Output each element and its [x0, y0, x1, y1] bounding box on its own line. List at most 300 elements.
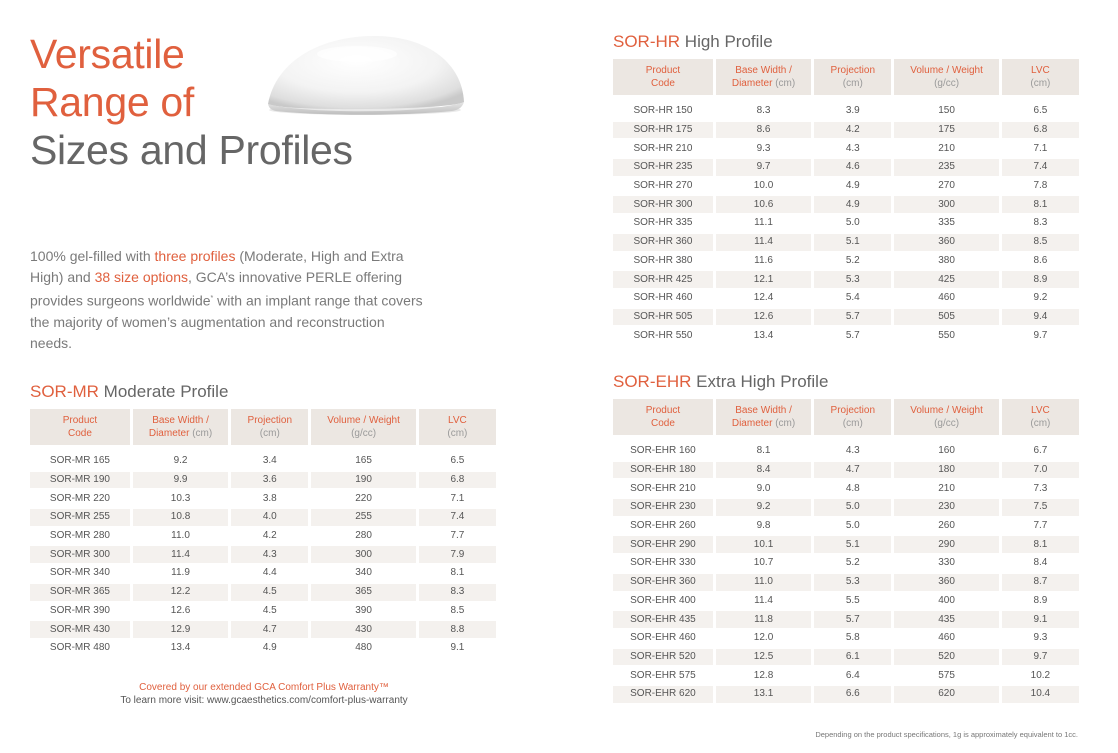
product-code-cell: SOR-EHR 520 [613, 649, 713, 666]
warranty-link-text: To learn more visit: www.gcaesthetics.com/comfort-plus-warranty [120, 695, 408, 706]
title-line-2: Range of [30, 79, 195, 125]
column-label: Projection [247, 415, 293, 426]
column-label: Volume / Weight [910, 405, 983, 416]
table-row [30, 528, 496, 545]
lvc-cell: 7.1 [419, 490, 496, 507]
projection-cell: 5.0 [814, 499, 891, 516]
product-code-cell: SOR-MR 365 [30, 584, 130, 601]
intro-highlight-profiles: three profiles [154, 248, 236, 264]
ehr-code: SOR-EHR [613, 372, 692, 391]
projection-cell: 6.1 [814, 649, 891, 666]
table-row [613, 234, 1079, 251]
projection-cell: 5.7 [814, 611, 891, 628]
projection-cell: 5.2 [814, 555, 891, 572]
unit-label: (g/cc) [934, 78, 960, 89]
projection-cell: 5.0 [814, 518, 891, 535]
lvc-cell: 7.7 [1002, 518, 1079, 535]
title-line-1: Versatile [30, 31, 185, 77]
intro-text: , GCA’s innovative PERLE offering provides surgeons worldwide [30, 269, 402, 309]
volume-cell: 165 [311, 453, 415, 470]
base-width-cell: 12.0 [716, 630, 811, 647]
product-code-cell: SOR-HR 270 [613, 178, 713, 195]
column-label: Projection [830, 405, 876, 416]
column-label: Diameter [731, 78, 773, 89]
base-width-cell: 9.2 [716, 499, 811, 516]
base-width-cell: 13.4 [133, 640, 228, 657]
spacer-row [30, 447, 496, 451]
projection-cell: 4.8 [814, 480, 891, 497]
base-width-cell: 12.9 [133, 621, 228, 638]
column-label: Diameter [731, 418, 773, 429]
column-label: LVC [448, 415, 467, 426]
table-row [613, 518, 1079, 535]
base-width-header [716, 399, 811, 435]
lvc-cell: 8.6 [1002, 253, 1079, 270]
table-row [613, 667, 1079, 684]
ehr-size-table [610, 397, 1082, 705]
table-row [30, 603, 496, 620]
ehr-profile-name: Extra High Profile [691, 372, 829, 391]
projection-cell: 5.7 [814, 327, 891, 344]
volume-cell: 300 [311, 546, 415, 563]
table-row [613, 103, 1079, 120]
volume-cell: 360 [894, 574, 998, 591]
base-width-cell: 12.2 [133, 584, 228, 601]
product-code-cell: SOR-HR 425 [613, 271, 713, 288]
base-width-cell: 9.9 [133, 472, 228, 489]
intro-text: with an implant range that covers the majority of women’s augmentation and reconstruction needs. [30, 292, 423, 351]
lvc-cell: 8.1 [1002, 536, 1079, 553]
product-code-cell: SOR-HR 360 [613, 234, 713, 251]
column-label: Base Width / [735, 405, 792, 416]
base-width-cell: 10.0 [716, 178, 811, 195]
base-width-cell: 11.4 [133, 546, 228, 563]
table-row [613, 327, 1079, 344]
lvc-cell: 7.5 [1002, 499, 1079, 516]
lvc-cell: 9.1 [419, 640, 496, 657]
product-code-cell: SOR-HR 380 [613, 253, 713, 270]
unit-label: (cm) [192, 428, 213, 439]
lvc-cell: 9.3 [1002, 630, 1079, 647]
volume-cell: 390 [311, 603, 415, 620]
product-code-cell: SOR-EHR 460 [613, 630, 713, 647]
unit-label: (cm) [775, 78, 796, 89]
table-row [613, 443, 1079, 460]
hr-section-title [613, 32, 773, 52]
projection-cell: 5.5 [814, 593, 891, 610]
volume-cell: 365 [311, 584, 415, 601]
base-width-cell: 10.3 [133, 490, 228, 507]
footnote-text: Depending on the product specifications, 1g is approximately equivalent to 1cc. [815, 730, 1078, 739]
base-width-cell: 11.0 [133, 528, 228, 545]
footnote-marker: * [210, 295, 214, 302]
volume-cell: 480 [311, 640, 415, 657]
table-row [613, 686, 1079, 703]
volume-cell: 290 [894, 536, 998, 553]
spacer-row [613, 97, 1079, 101]
table-row [30, 453, 496, 470]
volume-cell: 210 [894, 480, 998, 497]
volume-cell: 180 [894, 462, 998, 479]
volume-cell: 400 [894, 593, 998, 610]
table-row [30, 621, 496, 638]
projection-cell: 5.1 [814, 536, 891, 553]
column-label: Product [62, 415, 98, 426]
lvc-cell: 8.9 [1002, 271, 1079, 288]
table-row [613, 630, 1079, 647]
projection-cell: 5.3 [814, 574, 891, 591]
product-code-header [613, 59, 713, 95]
lvc-cell: 6.5 [1002, 103, 1079, 120]
table-header-row [613, 59, 1079, 95]
volume-cell: 505 [894, 309, 998, 326]
base-width-cell: 12.1 [716, 271, 811, 288]
lvc-cell: 9.1 [1002, 611, 1079, 628]
lvc-cell: 10.4 [1002, 686, 1079, 703]
volume-cell: 460 [894, 290, 998, 307]
table-row [613, 574, 1079, 591]
intro-text: (Moderate, High and Extra High) and [30, 248, 404, 285]
base-width-cell: 9.3 [716, 140, 811, 157]
column-label: LVC [1031, 405, 1050, 416]
lvc-cell: 7.7 [419, 528, 496, 545]
table-row [613, 178, 1079, 195]
lvc-cell: 7.3 [1002, 480, 1079, 497]
lvc-cell: 10.2 [1002, 667, 1079, 684]
projection-cell: 5.4 [814, 290, 891, 307]
lvc-cell: 8.1 [1002, 196, 1079, 213]
volume-cell: 335 [894, 215, 998, 232]
projection-cell: 4.4 [231, 565, 308, 582]
lvc-cell: 8.7 [1002, 574, 1079, 591]
volume-cell: 210 [894, 140, 998, 157]
lvc-cell: 8.3 [419, 584, 496, 601]
projection-header [814, 399, 891, 435]
lvc-cell: 8.4 [1002, 555, 1079, 572]
column-label: Product [645, 405, 681, 416]
product-code-cell: SOR-EHR 260 [613, 518, 713, 535]
base-width-cell: 8.6 [716, 122, 811, 139]
lvc-cell: 7.4 [419, 509, 496, 526]
base-width-cell: 12.6 [133, 603, 228, 620]
projection-cell: 4.6 [814, 159, 891, 176]
base-width-cell: 13.1 [716, 686, 811, 703]
product-code-cell: SOR-EHR 620 [613, 686, 713, 703]
column-label: Code [650, 78, 675, 89]
unit-label: (cm) [842, 418, 863, 429]
base-width-cell: 9.7 [716, 159, 811, 176]
product-code-cell: SOR-EHR 435 [613, 611, 713, 628]
table-header-row [613, 399, 1079, 435]
volume-header [894, 59, 998, 95]
base-width-cell: 8.1 [716, 443, 811, 460]
product-code-cell: SOR-HR 335 [613, 215, 713, 232]
column-label: Volume / Weight [910, 65, 983, 76]
product-code-cell: SOR-MR 480 [30, 640, 130, 657]
projection-cell: 3.8 [231, 490, 308, 507]
volume-cell: 575 [894, 667, 998, 684]
product-code-header [30, 409, 130, 445]
projection-cell: 4.3 [814, 140, 891, 157]
column-label: Volume / Weight [327, 415, 400, 426]
product-code-cell: SOR-EHR 180 [613, 462, 713, 479]
unit-label: (cm) [259, 428, 280, 439]
table-row [613, 555, 1079, 572]
volume-cell: 175 [894, 122, 998, 139]
product-code-cell: SOR-EHR 400 [613, 593, 713, 610]
product-code-cell: SOR-MR 190 [30, 472, 130, 489]
base-width-cell: 9.2 [133, 453, 228, 470]
base-width-cell: 9.8 [716, 518, 811, 535]
base-width-cell: 10.1 [716, 536, 811, 553]
column-label: Diameter [148, 428, 190, 439]
lvc-cell: 9.7 [1002, 649, 1079, 666]
base-width-cell: 13.4 [716, 327, 811, 344]
volume-cell: 230 [894, 499, 998, 516]
volume-cell: 435 [894, 611, 998, 628]
volume-cell: 425 [894, 271, 998, 288]
product-code-cell: SOR-MR 280 [30, 528, 130, 545]
projection-cell: 5.3 [814, 271, 891, 288]
projection-cell: 3.6 [231, 472, 308, 489]
unit-label: (cm) [775, 418, 796, 429]
product-code-cell: SOR-MR 340 [30, 565, 130, 582]
product-code-cell: SOR-HR 210 [613, 140, 713, 157]
column-label: Product [645, 65, 681, 76]
volume-cell: 300 [894, 196, 998, 213]
projection-cell: 4.2 [814, 122, 891, 139]
volume-header [311, 409, 415, 445]
base-width-cell: 10.8 [133, 509, 228, 526]
unit-label: (cm) [1030, 78, 1051, 89]
unit-label: (g/cc) [351, 428, 377, 439]
volume-cell: 220 [311, 490, 415, 507]
lvc-cell: 9.7 [1002, 327, 1079, 344]
volume-cell: 380 [894, 253, 998, 270]
base-width-cell: 11.0 [716, 574, 811, 591]
projection-cell: 4.7 [231, 621, 308, 638]
lvc-cell: 8.3 [1002, 215, 1079, 232]
unit-label: (cm) [842, 78, 863, 89]
volume-cell: 550 [894, 327, 998, 344]
base-width-cell: 11.4 [716, 593, 811, 610]
product-code-cell: SOR-HR 300 [613, 196, 713, 213]
lvc-cell: 7.0 [1002, 462, 1079, 479]
warranty-line-1: Covered by our extended GCA Comfort Plus Warranty™ [139, 682, 389, 693]
projection-cell: 4.0 [231, 509, 308, 526]
base-width-cell: 9.0 [716, 480, 811, 497]
product-code-cell: SOR-HR 550 [613, 327, 713, 344]
volume-header [894, 399, 998, 435]
table-row [613, 253, 1079, 270]
table-row [613, 499, 1079, 516]
product-code-cell: SOR-EHR 575 [613, 667, 713, 684]
product-code-cell: SOR-HR 235 [613, 159, 713, 176]
base-width-cell: 12.4 [716, 290, 811, 307]
title-line-3: Sizes and Profiles [30, 127, 353, 173]
volume-cell: 430 [311, 621, 415, 638]
volume-cell: 160 [894, 443, 998, 460]
base-width-cell: 12.5 [716, 649, 811, 666]
projection-cell: 4.9 [814, 178, 891, 195]
volume-cell: 190 [311, 472, 415, 489]
hr-code: SOR-HR [613, 32, 681, 51]
volume-cell: 260 [894, 518, 998, 535]
projection-cell: 4.9 [814, 196, 891, 213]
intro-highlight-sizes: 38 size options [94, 269, 188, 285]
table-row [613, 122, 1079, 139]
lvc-cell: 6.7 [1002, 443, 1079, 460]
lvc-cell: 6.5 [419, 453, 496, 470]
lvc-cell: 9.4 [1002, 309, 1079, 326]
base-width-cell: 12.8 [716, 667, 811, 684]
base-width-cell: 10.7 [716, 555, 811, 572]
base-width-cell: 8.3 [716, 103, 811, 120]
table-row [613, 462, 1079, 479]
projection-cell: 5.7 [814, 309, 891, 326]
column-label: Base Width / [152, 415, 209, 426]
unit-label: (cm) [1030, 418, 1051, 429]
breast-implant-image [262, 32, 468, 116]
table-row [30, 490, 496, 507]
base-width-header [133, 409, 228, 445]
table-row [613, 649, 1079, 666]
volume-cell: 280 [311, 528, 415, 545]
column-label: Projection [830, 65, 876, 76]
table-row [613, 593, 1079, 610]
table-row [30, 546, 496, 563]
volume-cell: 235 [894, 159, 998, 176]
product-code-cell: SOR-MR 165 [30, 453, 130, 470]
product-code-cell: SOR-MR 300 [30, 546, 130, 563]
projection-cell: 4.3 [814, 443, 891, 460]
table-row [30, 565, 496, 582]
product-code-cell: SOR-EHR 290 [613, 536, 713, 553]
volume-cell: 330 [894, 555, 998, 572]
projection-cell: 4.5 [231, 603, 308, 620]
projection-cell: 5.0 [814, 215, 891, 232]
lvc-cell: 8.5 [1002, 234, 1079, 251]
projection-cell: 4.9 [231, 640, 308, 657]
product-code-cell: SOR-EHR 210 [613, 480, 713, 497]
product-code-cell: SOR-EHR 360 [613, 574, 713, 591]
product-code-header [613, 399, 713, 435]
table-row [30, 472, 496, 489]
hr-size-table [610, 57, 1082, 346]
lvc-header [1002, 59, 1079, 95]
projection-header [231, 409, 308, 445]
table-header-row [30, 409, 496, 445]
product-code-cell: SOR-HR 505 [613, 309, 713, 326]
base-width-cell: 11.8 [716, 611, 811, 628]
lvc-cell: 6.8 [419, 472, 496, 489]
lvc-cell: 9.2 [1002, 290, 1079, 307]
volume-cell: 150 [894, 103, 998, 120]
projection-cell: 6.4 [814, 667, 891, 684]
mr-code: SOR-MR [30, 382, 99, 401]
warranty-note [30, 681, 498, 707]
product-code-cell: SOR-MR 220 [30, 490, 130, 507]
projection-cell: 3.9 [814, 103, 891, 120]
spacer-row [613, 437, 1079, 441]
table-row [613, 271, 1079, 288]
projection-cell: 5.1 [814, 234, 891, 251]
lvc-cell: 7.9 [419, 546, 496, 563]
lvc-cell: 8.1 [419, 565, 496, 582]
column-label: LVC [1031, 65, 1050, 76]
table-row [613, 159, 1079, 176]
lvc-cell: 6.8 [1002, 122, 1079, 139]
projection-cell: 6.6 [814, 686, 891, 703]
volume-cell: 255 [311, 509, 415, 526]
base-width-header [716, 59, 811, 95]
base-width-cell: 12.6 [716, 309, 811, 326]
product-code-cell: SOR-MR 390 [30, 603, 130, 620]
lvc-cell: 8.8 [419, 621, 496, 638]
table-row [613, 309, 1079, 326]
unit-label: (cm) [447, 428, 468, 439]
ehr-section-title [613, 372, 828, 392]
product-code-cell: SOR-HR 175 [613, 122, 713, 139]
base-width-cell: 11.1 [716, 215, 811, 232]
product-code-cell: SOR-HR 460 [613, 290, 713, 307]
lvc-header [1002, 399, 1079, 435]
table-row [613, 140, 1079, 157]
product-code-cell: SOR-HR 150 [613, 103, 713, 120]
lvc-cell: 7.8 [1002, 178, 1079, 195]
projection-cell: 4.2 [231, 528, 308, 545]
table-row [613, 480, 1079, 497]
volume-cell: 520 [894, 649, 998, 666]
mr-size-table [27, 407, 499, 659]
table-row [613, 215, 1079, 232]
base-width-cell: 10.6 [716, 196, 811, 213]
hr-profile-name: High Profile [680, 32, 773, 51]
product-code-cell: SOR-MR 255 [30, 509, 130, 526]
projection-cell: 5.8 [814, 630, 891, 647]
table-row [30, 640, 496, 657]
intro-text: 100% gel-filled with [30, 248, 155, 264]
projection-cell: 4.3 [231, 546, 308, 563]
base-width-cell: 11.4 [716, 234, 811, 251]
volume-cell: 620 [894, 686, 998, 703]
product-code-cell: SOR-EHR 230 [613, 499, 713, 516]
lvc-cell: 7.4 [1002, 159, 1079, 176]
table-row [613, 536, 1079, 553]
intro-paragraph [30, 246, 430, 354]
lvc-cell: 8.9 [1002, 593, 1079, 610]
table-row [30, 584, 496, 601]
column-label: Code [650, 418, 675, 429]
table-row [613, 290, 1079, 307]
column-label: Base Width / [735, 65, 792, 76]
projection-cell: 4.7 [814, 462, 891, 479]
lvc-cell: 7.1 [1002, 140, 1079, 157]
base-width-cell: 11.6 [716, 253, 811, 270]
product-code-cell: SOR-EHR 330 [613, 555, 713, 572]
table-row [30, 509, 496, 526]
volume-cell: 270 [894, 178, 998, 195]
product-code-cell: SOR-EHR 160 [613, 443, 713, 460]
base-width-cell: 11.9 [133, 565, 228, 582]
projection-header [814, 59, 891, 95]
table-row [613, 611, 1079, 628]
column-label: Code [67, 428, 92, 439]
volume-cell: 340 [311, 565, 415, 582]
product-code-cell: SOR-MR 430 [30, 621, 130, 638]
table-row [613, 196, 1079, 213]
unit-label: (g/cc) [934, 418, 960, 429]
